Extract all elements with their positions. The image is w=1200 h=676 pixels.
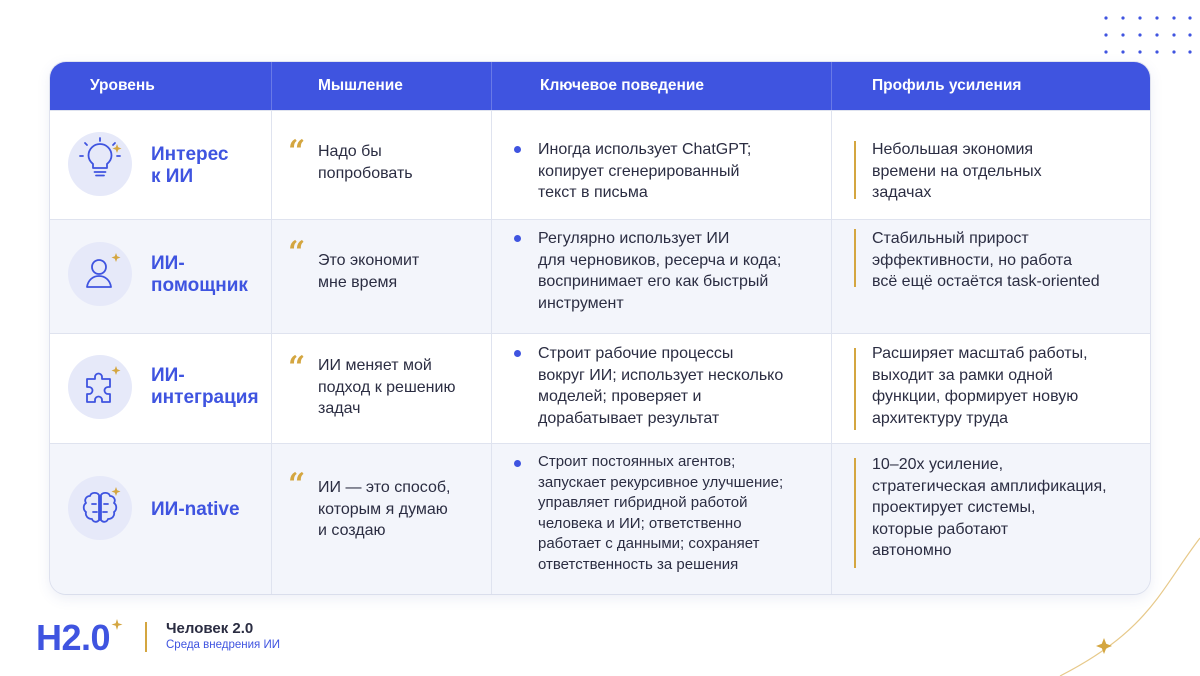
thinking-line: которым я думаю — [318, 500, 448, 518]
profile-line: всё ещё остаётся task-oriented — [872, 273, 1100, 290]
profile-cell — [832, 111, 1150, 219]
thinking-line: ИИ — это способ, — [318, 479, 451, 496]
profile-text — [872, 228, 1142, 293]
profile-line: Небольшая экономия — [872, 141, 1034, 158]
bullet-icon — [514, 146, 521, 153]
bullet-icon — [514, 235, 521, 242]
level-name-line: ИИ- — [151, 365, 185, 386]
header-thinking: Мышление — [272, 62, 492, 110]
thinking-line: и создаю — [318, 522, 386, 539]
profile-line: которые работают — [872, 520, 1009, 538]
table-row — [50, 443, 1150, 594]
behavior-line: вокруг ИИ; использует несколько — [538, 366, 784, 384]
quote-icon: “ — [288, 134, 306, 169]
brain-icon — [68, 476, 132, 540]
thinking-line: мне время — [318, 273, 398, 291]
ai-levels-table — [50, 62, 1150, 594]
star-icon — [111, 618, 123, 637]
behavior-line: работает с данными; сохраняет — [538, 535, 760, 552]
level-name-line: интеграция — [151, 387, 259, 408]
table-row — [50, 333, 1150, 443]
thinking-cell — [272, 444, 492, 594]
table-row — [50, 110, 1150, 219]
behavior-line: запускает рекурсивное улучшение; — [538, 473, 784, 491]
level-name-line: к ИИ — [151, 166, 194, 187]
thinking-text — [318, 141, 488, 184]
profile-line: Расширяет масштаб работы, — [872, 345, 1088, 362]
behavior-cell — [492, 220, 832, 333]
thinking-text — [318, 355, 488, 420]
profile-line: выходит за рамки одной — [872, 366, 1053, 384]
behavior-line: Строит постоянных агентов; — [538, 453, 736, 470]
profile-line: архитектуру труда — [872, 409, 1009, 427]
profile-line: стратегическая амплификация, — [872, 477, 1107, 495]
profile-text — [872, 343, 1142, 429]
footer-divider — [145, 622, 147, 652]
level-cell — [50, 444, 272, 594]
level-name-line: ИИ-native — [151, 499, 240, 520]
behavior-line: Регулярно использует ИИ — [538, 230, 730, 247]
profile-accent-bar — [854, 458, 856, 568]
decorative-dot-grid — [1102, 14, 1192, 59]
behavior-line: инструмент — [538, 294, 624, 312]
profile-line: 10–20x усиление, — [872, 456, 1004, 473]
level-name — [151, 253, 269, 297]
level-name — [151, 499, 269, 521]
behavior-line: ответственность за решения — [538, 555, 739, 573]
thinking-text — [318, 477, 488, 542]
behavior-text — [538, 228, 828, 314]
level-name-line: Интерес — [151, 144, 229, 165]
thinking-line: подход к решению — [318, 378, 456, 396]
quote-icon: “ — [288, 235, 306, 270]
behavior-line: копирует сгенерированный — [538, 162, 740, 180]
behavior-line: Иногда использует ChatGPT; — [538, 141, 752, 158]
logo-text: H2.0 — [36, 617, 111, 658]
behavior-line: для черновиков, ресерча и кода; — [538, 251, 782, 269]
level-name-line: помощник — [151, 275, 248, 296]
behavior-line: Строит рабочие процессы — [538, 345, 734, 362]
behavior-text — [538, 139, 828, 204]
behavior-line: моделей; проверяет и — [538, 388, 702, 405]
thinking-line: попробовать — [318, 164, 413, 182]
level-cell — [50, 220, 272, 333]
behavior-text — [538, 452, 828, 575]
thinking-text — [318, 250, 488, 293]
thinking-cell — [272, 111, 492, 219]
bullet-icon — [514, 460, 521, 467]
profile-accent-bar — [854, 229, 856, 287]
thinking-line: ИИ меняет мой — [318, 357, 432, 374]
level-name — [151, 365, 269, 409]
profile-line: проектирует системы, — [872, 499, 1036, 516]
header-behavior: Ключевое поведение — [492, 62, 832, 110]
level-name — [151, 144, 269, 188]
profile-line: Стабильный прирост — [872, 230, 1029, 247]
thinking-line: задач — [318, 400, 361, 417]
table-row — [50, 219, 1150, 333]
h2-logo — [36, 618, 123, 658]
behavior-text — [538, 343, 828, 429]
behavior-cell — [492, 111, 832, 219]
profile-accent-bar — [854, 141, 856, 199]
profile-line: времени на отдельных — [872, 162, 1042, 180]
profile-cell — [832, 334, 1150, 443]
profile-line: эффективности, но работа — [872, 251, 1072, 269]
level-cell — [50, 111, 272, 219]
profile-line: задачах — [872, 184, 932, 201]
thinking-line: Это экономит — [318, 252, 420, 269]
profile-line: автономно — [872, 542, 952, 559]
level-cell — [50, 334, 272, 443]
profile-line: функции, формирует новую — [872, 388, 1079, 405]
thinking-line: Надо бы — [318, 143, 382, 160]
thinking-cell — [272, 220, 492, 333]
behavior-line: управляет гибридной работой — [538, 494, 748, 511]
user-icon — [68, 242, 132, 306]
footer-title: Человек 2.0 — [166, 620, 254, 637]
profile-text — [872, 139, 1142, 204]
decorative-curve — [1040, 520, 1200, 676]
level-name-line: ИИ- — [151, 253, 185, 274]
behavior-line: текст в письма — [538, 184, 648, 201]
header-profile: Профиль усиления — [872, 77, 1022, 94]
behavior-line: воспринимает его как быстрый — [538, 273, 769, 290]
footer-subtitle: Среда внедрения ИИ — [166, 639, 280, 651]
quote-icon: “ — [288, 350, 306, 385]
table-header — [50, 62, 1150, 110]
behavior-cell — [492, 334, 832, 443]
profile-accent-bar — [854, 348, 856, 430]
thinking-cell — [272, 334, 492, 443]
header-level: Уровень — [50, 62, 272, 110]
behavior-line: человека и ИИ; ответственно — [538, 514, 742, 532]
behavior-line: дорабатывает результат — [538, 409, 720, 427]
bullet-icon — [514, 350, 521, 357]
behavior-cell — [492, 444, 832, 594]
lightbulb-icon — [68, 132, 132, 196]
quote-icon: “ — [288, 467, 306, 502]
puzzle-icon — [68, 355, 132, 419]
profile-cell — [832, 220, 1150, 333]
